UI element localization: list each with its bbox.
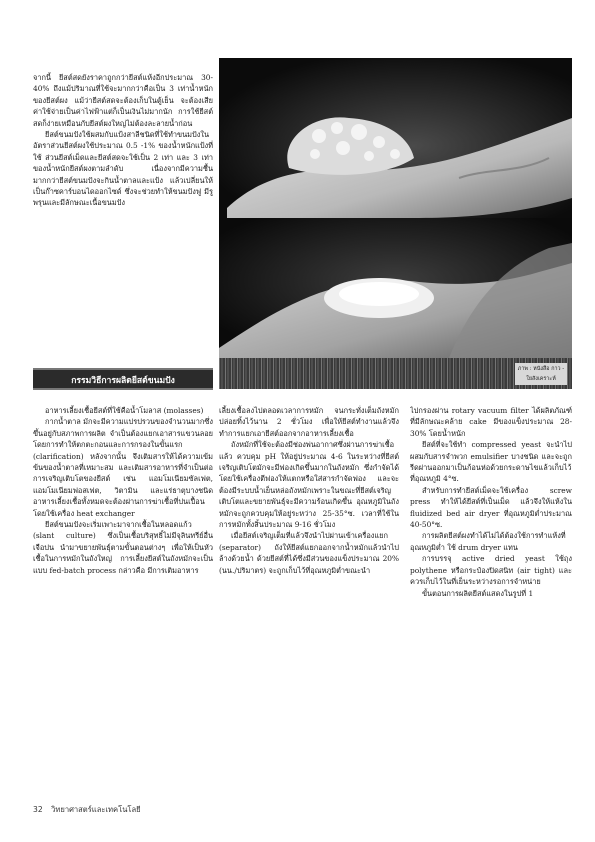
photo-caption: ภาพ : หนังสือ กาว - ใยสังเคราะห์	[517, 366, 565, 382]
body-paragraph: ไปกรองผ่าน rotary vacuum filter ได้ผลิตภัณฑ์ที่มีลักษณะคล้าย cake มีของแข็งประมาณ 28-30% โดยน้ำหนัก	[410, 406, 572, 438]
section-heading: กรรมวิธีการผลิตยีสต์ขนมปัง	[33, 368, 213, 390]
body-paragraph: สำหรับการทำยีสต์เม็ดจะใช้เครื่อง screw press ทำให้ได้ยีสต์ที่เป็นเม็ด แล้วจึงให้แห้งใน fluidized bed air dryer ที่อุณหภูมิต่ำประมาณ 40-50°ซ.	[410, 485, 572, 530]
body-paragraph: จากนี้ ยีสต์สดยังราคาถูกกว่ายีสต์แห้งอีกประมาณ 30-40% ถึงแม้ปริมาณที่ใช้จะมากกว่าคือเป็น 3 เท่าน้ำหนักของยีสต์ผง แม้ว่ายีสต์สดจะต้องเก็บในตู้เย็น จะต้องเสียค่าใช้จ่ายเป็นค่าไฟฟ้าแต่ก็เป็นเงินไม่มากนัก การใช้ยีสต์สดก็ง่ายเหมือนกับยีสต์ผงใหญ่ไม่ต้องละลายน้ำก่อน	[33, 73, 213, 128]
body-paragraph: เลี้ยงเชื้อลงไปตลอดเวลาการหมัก จนกระทั่งเต็มถังหมัก ปล่อยทิ้งไว้นาน 2 ชั่วโมง เพื่อให้ยีสต์ทำงานแล้วจึงทำการแยกเอายีสต์ออกจากอาหารเลี้ยงเชื้อ	[219, 406, 399, 438]
body-paragraph: ยีสต์ที่จะใช้ทำ compressed yeast จะนำไปผสมกับสารจำพวก emulsifier บางชนิด และจะถูกรีดผ่านออกมาเป็นก้อนห่อด้วยกระดาษไขแล้วเก็บไว้ที่อุณหภูมิ 4°ซ.	[410, 440, 572, 484]
left-column-bottom	[33, 405, 213, 780]
body-paragraph: อาหารเลี้ยงเชื้อยีสต์ที่ใช้คือน้ำโมลาส (molasses)	[45, 406, 204, 415]
page-footer	[33, 804, 333, 816]
body-paragraph: ถังหมักที่ใช้จะต้องมีช่องพ่นอากาศซึ่งผ่านการฆ่าเชื้อแล้ว ควบคุม pH ให้อยู่ประมาณ 4-6 ในระหว่างที่ยีสต์เจริญเติบโตมักจะมีฟองเกิดขึ้นมากในถังหมัก ซึ่งกำจัดได้โดยใช้เครื่องตีฟองให้แตกหรือใส่สารกำจัดฟอง และจะต้องมีระบบน้ำเย็นหล่อถังหมักเพราะในขณะที่ยีสต์เจริญเติบโตและขยายพันธุ์จะมีความร้อนเกิดขึ้น อุณหภูมิในถังหมักจะถูกควบคุมให้อยู่ระหว่าง 25-35°ซ. เวลาที่ใช้ในการหมักทั้งสิ้นประมาณ 9-16 ชั่วโมง	[219, 440, 399, 530]
body-paragraph: การผลิตยีสต์ผงทำได้ไม่ได้ต้องใช้การทำแห้งที่อุณหภูมิต่ำ ใช้ drum dryer แทน	[410, 531, 566, 552]
yeast-in-hands-photo	[219, 58, 572, 389]
right-column	[410, 405, 572, 780]
photo-illustration	[219, 58, 572, 389]
body-paragraph: เมื่อยีสต์เจริญเต็มที่แล้วจึงนำไปผ่านเข้าเครื่องแยก (separator) ถังให้ยีสต์แยกออกจากน้ำหมักแล้วนำไปล้างด้วยน้ำ ด้วยยีสต์ที่ได้ซึ่งมีส่วนของแข็งประมาณ 20% (นน./ปริมาตร) จะถูกเก็บไว้ที่อุณหภูมิต่ำขณะนำ	[219, 531, 399, 575]
left-column-top	[33, 72, 213, 362]
body-paragraph: ขั้นตอนการผลิตยีสต์แสดงในรูปที่ 1	[422, 588, 534, 598]
middle-column	[219, 405, 399, 780]
body-paragraph: การบรรจุ active dried yeast ใช้ถุง polythene หรือกระป๋องปิดสนิท (air tight) และควรเก็บไว้ในที่เย็นระหว่างรอการจำหน่าย	[410, 554, 572, 587]
journal-name: วิทยาศาสตร์และเทคโนโลยี	[51, 805, 141, 814]
body-paragraph: กากน้ำตาล มักจะมีความแปรปรวนของจำนวนมากซึ่งขึ้นอยู่กับสภาพการผลิต จำเป็นต้องแยกเอาสารแขวนลอย โดยการทำให้ตกตะกอนและการกรองในขั้นแรก (clarification) หลังจากนั้น จึงเติมสารให้ได้ความเข้มข้นของน้ำตาลที่เหมาะสม และเติมสารอาหารที่จำเป็นต่อการเจริญเติบโตของยีสต์ เช่น แอมโมเนียมซัลเฟต, แอมโมเนียมฟอสเฟต, วิตามิน และแร่ธาตุบางชนิด อาหารเลี้ยงเชื้อทั้งหมดจะต้องผ่านการฆ่าเชื้อที่ปนเปื้อนโดยใช้เครื่อง heat exchanger	[33, 417, 213, 518]
body-paragraph: ยีสต์ขนมปังใช้ผสมกับแป้งสาลีชนิดที่ใช้ทำขนมปังในอัตราส่วนยีสต์ผงใช้ประมาณ 0.5 -1% ของน้ำหนักแป้งที่ใช้ ส่วนยีสต์เม็ดและยีสต์สดจะใช้เป็น 2 เท่า และ 3 เท่าของน้ำหนักยีสต์ผงตามลำดับ เนื่องจากมีความชื้นมากกว่ายีสต์ขนมปังจะกินน้ำตาลและแป้ง แล้วเปลี่ยนให้เป็นก๊าซคาร์บอนไดออกไซด์ ซึ่งจะช่วยทำให้ขนมปังฟู มีรูพรุนและมีลักษณะเนื้อขนมปัง	[33, 130, 213, 208]
body-paragraph: ยีสต์ขนมปังจะเริ่มเพาะมาจากเชื้อในหลอดแก้ว (slant culture) ซึ่งเป็นเชื้อบริสุทธิ์ไม่มีจุลินทรีย์อื่นเจือปน นำมาขยายพันธุ์ตามขั้นตอนต่างๆ เพื่อให้เป็นหัวเชื้อในการหมักในถังใหญ่ การเลี้ยงยีสต์ในถังหมักจะเป็นแบบ fed-batch process กล่าวคือ มีการเติมอาหาร	[33, 520, 213, 575]
page-number: 32	[33, 805, 43, 814]
